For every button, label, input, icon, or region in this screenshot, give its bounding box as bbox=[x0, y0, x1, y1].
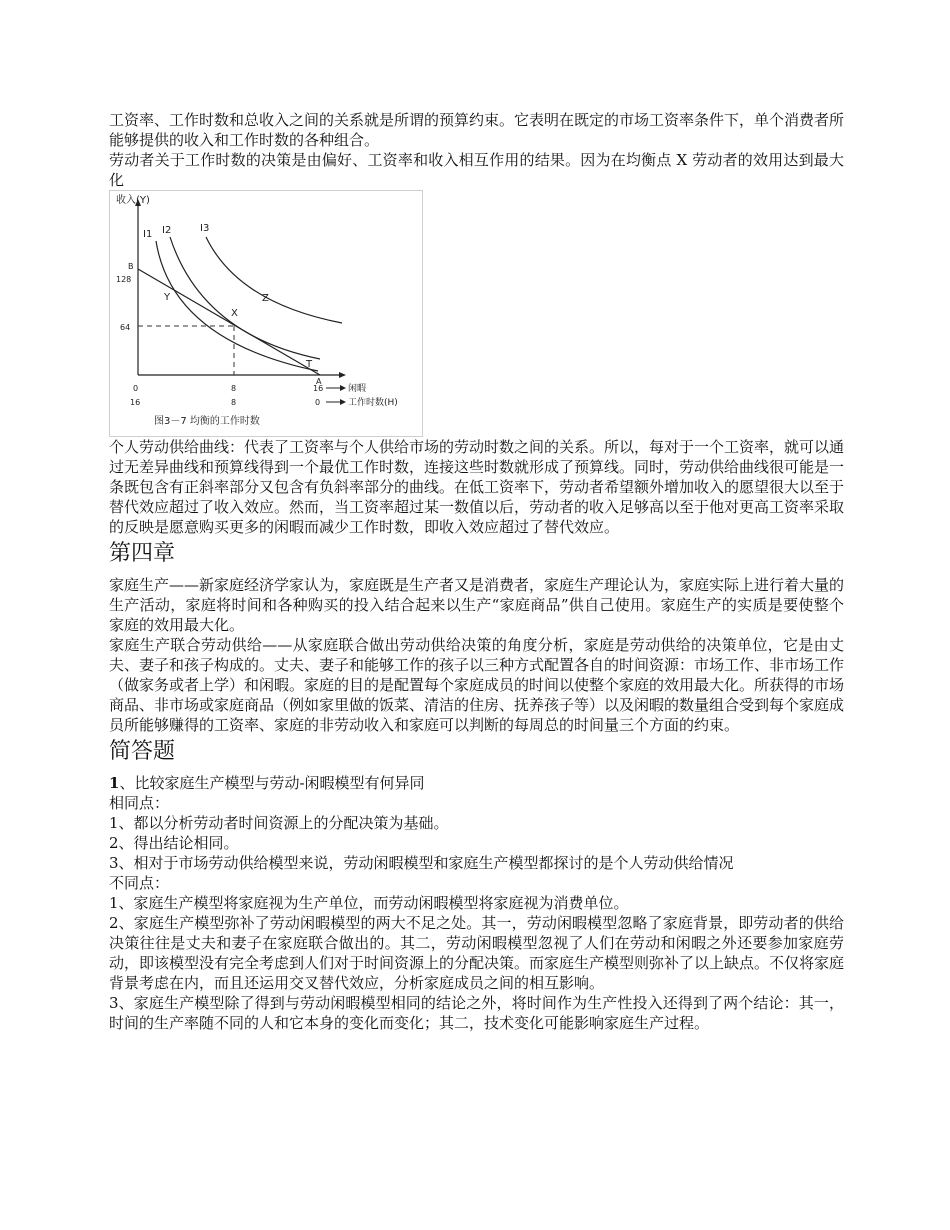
point-b-label: B bbox=[128, 262, 134, 271]
point-t-label: T bbox=[306, 359, 313, 370]
short-answer-title: 简答题 bbox=[109, 739, 176, 764]
work-tick-16: 16 bbox=[130, 398, 141, 407]
same-point-1: 1、都以分析劳动者时间资源上的分配决策为基础。 bbox=[109, 814, 449, 832]
same-point-3: 3、相对于市场劳动供给模型来说，劳动闲暇模型和家庭生产模型都探讨的是个人劳动供给情况 bbox=[109, 854, 734, 872]
point-a-label: A bbox=[316, 377, 322, 386]
chapter-4-paragraph-1: 家庭生产——新家庭经济学家认为，家庭既是生产者又是消费者，家庭生产理论认为，家庭实际上进行着大量的生产活动，家庭将时间和各种购买的投入结合起来以生产“家庭商品”供自己使用。家庭生产的实质是要使整个家庭的效用最大化。 bbox=[109, 576, 845, 634]
equilibrium-work-hours-figure bbox=[109, 190, 423, 437]
leisure-tick-0: 0 bbox=[133, 384, 139, 393]
work-label: 工作时数(H) bbox=[348, 398, 398, 408]
work-tick-0: 0 bbox=[315, 398, 321, 407]
work-arrowhead bbox=[340, 399, 346, 405]
question-1-number: 1 bbox=[109, 774, 120, 792]
question-1-text: 、比较家庭生产模型与劳动-闲暇模型有何异同 bbox=[119, 774, 425, 792]
leisure-tick-8: 8 bbox=[231, 384, 237, 393]
point-y-label: Y bbox=[164, 292, 171, 303]
chapter-4-paragraph-2: 家庭生产联合劳动供给——从家庭联合做出劳动供给决策的角度分析，家庭是劳动供给的决策单位，它是由丈夫、妻子和孩子构成的。丈夫、妻子和能够工作的孩子以三种方式配置各自的时间资源：市场工作、非市场工作（做家务或者上学）和闲暇。家庭的目的是配置每个家庭成员的时间以使整个家庭的效用最大化。所获得的市场商品、非市场或家庭商品（例如家里做的饭菜、清洁的住房、抚养孩子等）以及闲暇的数量组合受到每个家庭成员所能够赚得的工资率、家庭的非劳动收入和家庭可以判断的每周总的时间量三个方面的约束。 bbox=[109, 636, 845, 734]
diff-point-2: 2、家庭生产模型弥补了劳动闲暇模型的两大不足之处。其一，劳动闲暇模型忽略了家庭背景，即劳动者的供给决策往往是丈夫和妻子在家庭联合做出的。其二，劳动闲暇模型忽视了人们在劳动和闲暇之外还要参加家庭劳动，即该模型没有完全考虑到人们对于时间资源上的分配决策。而家庭生产模型则弥补了以上缺点。不仅将家庭背景考虑在内，而且还运用交叉替代效应，分析家庭成员之间的相互影响。 bbox=[109, 914, 845, 992]
work-tick-8: 8 bbox=[231, 398, 237, 407]
curve-label-i1: I1 bbox=[143, 229, 153, 240]
y-axis-label: 收入(Y) bbox=[116, 195, 150, 206]
supply-curve-paragraph: 个人劳动供给曲线：代表了工资率与个人供给市场的劳动时数之间的关系。所以，每对于一个工资率，就可以通过无差异曲线和预算线得到一个最优工作时数，连接这些时数就形成了预算线。同时，劳动供给曲线很可能是一条既包含有正斜率部分又包含有负斜率部分的曲线。在低工资率下，劳动者希望额外增加收入的愿望很大以至于替代效应超过了收入效应。然而，当工资率超过某一数值以后，劳动者的收入足够高以至于他对更高工资率采取的反映是愿意购买更多的闲暇而减少工作时数，即收入效应超过了替代效应。 bbox=[109, 438, 845, 536]
diff-point-1: 1、家庭生产模型将家庭视为生产单位，而劳动闲暇模型将家庭视为消费单位。 bbox=[109, 894, 629, 912]
y-tick-64: 64 bbox=[120, 323, 131, 332]
chapter-4-title: 第四章 bbox=[109, 541, 176, 566]
intro-paragraph-1: 工资率、工作时数和总收入之间的关系就是所谓的预算约束。它表明在既定的市场工资率条件下，单个消费者所能够提供的收入和工作时数的各种组合。 bbox=[109, 111, 845, 149]
point-x-label: X bbox=[231, 308, 238, 319]
diff-point-3: 3、家庭生产模型除了得到与劳动闲暇模型相同的结论之外，将时间作为生产性投入还得到了两个结论：其一，时间的生产率随不同的人和它本身的变化而变化；其二，技术变化可能影响家庭生产过程。 bbox=[109, 994, 844, 1032]
budget-line bbox=[138, 269, 320, 375]
indifference-curve-i1 bbox=[156, 241, 318, 371]
document-page bbox=[109, 110, 844, 1033]
diff-points-label: 不同点： bbox=[109, 874, 170, 892]
curve-label-i2: I2 bbox=[162, 225, 172, 236]
leisure-label: 闲暇 bbox=[348, 384, 367, 394]
same-point-2: 2、得出结论相同。 bbox=[109, 834, 239, 852]
indifference-curve-i2 bbox=[170, 237, 320, 359]
same-points-label: 相同点： bbox=[109, 794, 170, 812]
indifference-curve-diagram bbox=[110, 191, 422, 436]
point-z-label: Z bbox=[262, 293, 269, 304]
curve-label-i3: I3 bbox=[200, 223, 210, 234]
y-tick-128: 128 bbox=[116, 275, 132, 284]
x-axis-arrow bbox=[339, 372, 346, 378]
question-1 bbox=[109, 773, 844, 793]
intro-paragraph-2: 劳动者关于工作时数的决策是由偏好、工资率和收入相互作用的结果。因为在均衡点 X 劳动者的效用达到最大化 bbox=[109, 151, 844, 189]
indifference-curve-i3 bbox=[206, 237, 342, 323]
leisure-arrowhead bbox=[340, 385, 346, 391]
figure-caption: 图3－7 均衡的工作时数 bbox=[154, 416, 260, 427]
leisure-tick-16: 16 bbox=[313, 384, 324, 393]
